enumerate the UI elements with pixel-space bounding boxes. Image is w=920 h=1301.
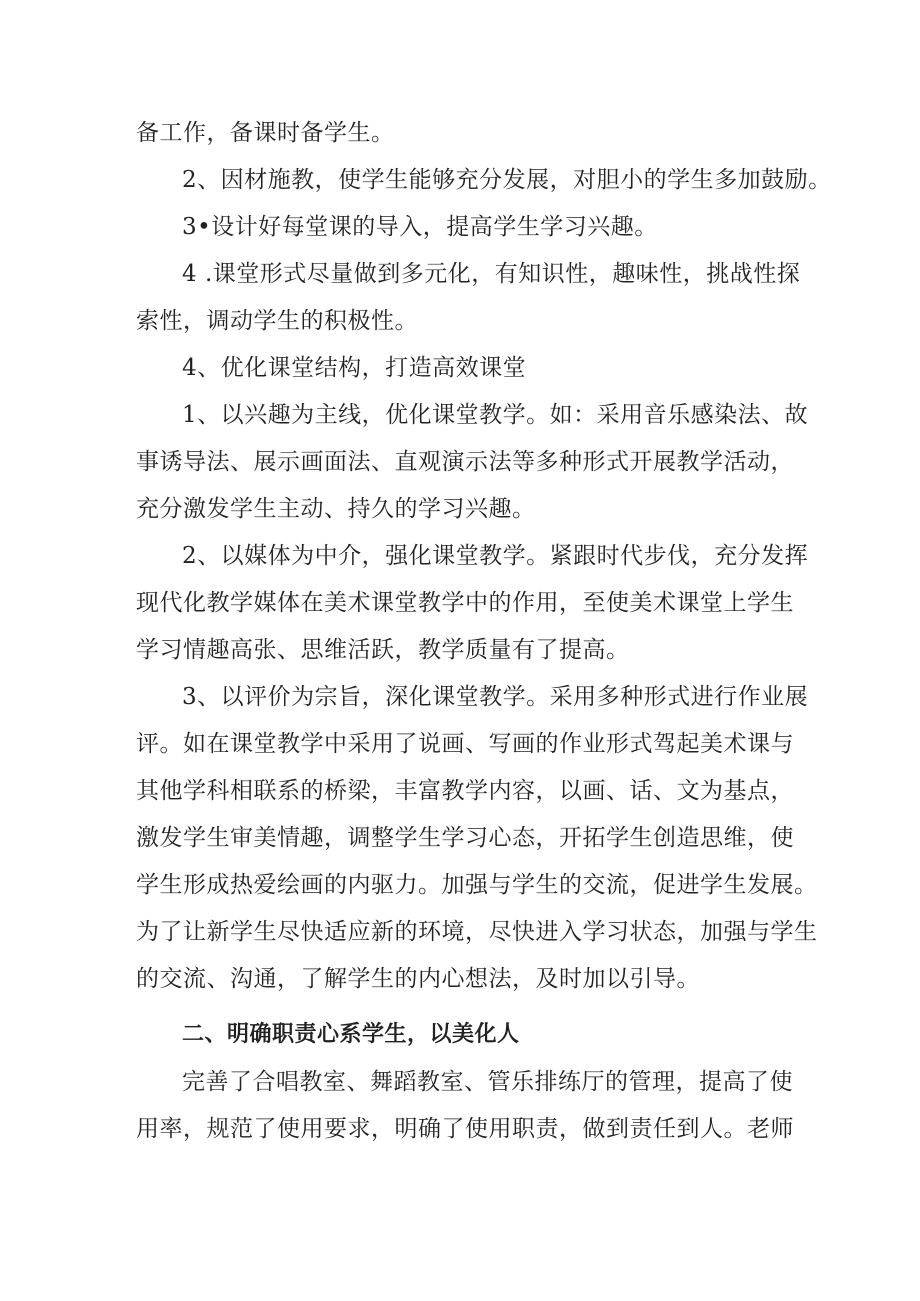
paragraph-line: 事诱导法、展示画面法、直观演示法等多种形式开展教学活动， <box>136 449 794 475</box>
paragraph-line: 4、优化课堂结构，打造高效课堂 <box>182 355 527 381</box>
paragraph-line: 3•设计好每堂课的导入，提高学生学习兴趣。 <box>182 214 658 240</box>
paragraph-line: 充分激发学生主动、持久的学习兴趣。 <box>136 496 536 522</box>
paragraph-line: 2、以媒体为中介，强化课堂教学。紧跟时代步伐，充分发挥 <box>182 543 809 569</box>
paragraph-line: 3、以评价为宗旨，深化课堂教学。采用多种形式进行作业展 <box>182 684 809 710</box>
paragraph-line: 激发学生审美情趣，调整学生学习心态，开拓学生创造思维，使 <box>136 825 794 851</box>
paragraph-line: 学生形成热爱绘画的内驱力。加强与学生的交流，促进学生发展。 <box>136 872 818 898</box>
document-body <box>136 110 832 1153</box>
paragraph-line: 1、以兴趣为主线，优化课堂教学。如：采用音乐感染法、故 <box>182 402 809 428</box>
paragraph-line: 学习情趣高张、思维活跃，教学质量有了提高。 <box>136 637 630 663</box>
paragraph-line: 完善了合唱教室、舞蹈教室、管乐排练厅的管理，提高了使 <box>182 1069 793 1095</box>
paragraph-line: 现代化教学媒体在美术课堂教学中的作用，至使美术课堂上学生 <box>136 590 794 616</box>
section-heading: 二、明确职责心系学生，以美化人 <box>182 1022 520 1047</box>
paragraph-line: 评。如在课堂教学中采用了说画、写画的作业形式驾起美术课与 <box>136 731 794 757</box>
paragraph-line: 为了让新学生尽快适应新的环境，尽快进入学习状态，加强与学生 <box>136 919 818 945</box>
paragraph-line: 索性，调动学生的积极性。 <box>136 308 418 334</box>
paragraph-line: 备工作，备课时备学生。 <box>136 120 395 146</box>
paragraph-line: 的交流、沟通，了解学生的内心想法，及时加以引导。 <box>136 966 700 992</box>
paragraph-line: 4 .课堂形式尽量做到多元化，有知识性，趣味性，挑战性探 <box>182 261 801 287</box>
paragraph-line: 2、因材施教，使学生能够充分发展，对胆小的学生多加鼓励。 <box>182 167 832 193</box>
paragraph-line: 用率，规范了使用要求，明确了使用职责，做到责任到人。老师 <box>136 1116 794 1142</box>
paragraph-line: 其他学科相联系的桥梁，丰富教学内容，以画、话、文为基点， <box>136 778 794 804</box>
